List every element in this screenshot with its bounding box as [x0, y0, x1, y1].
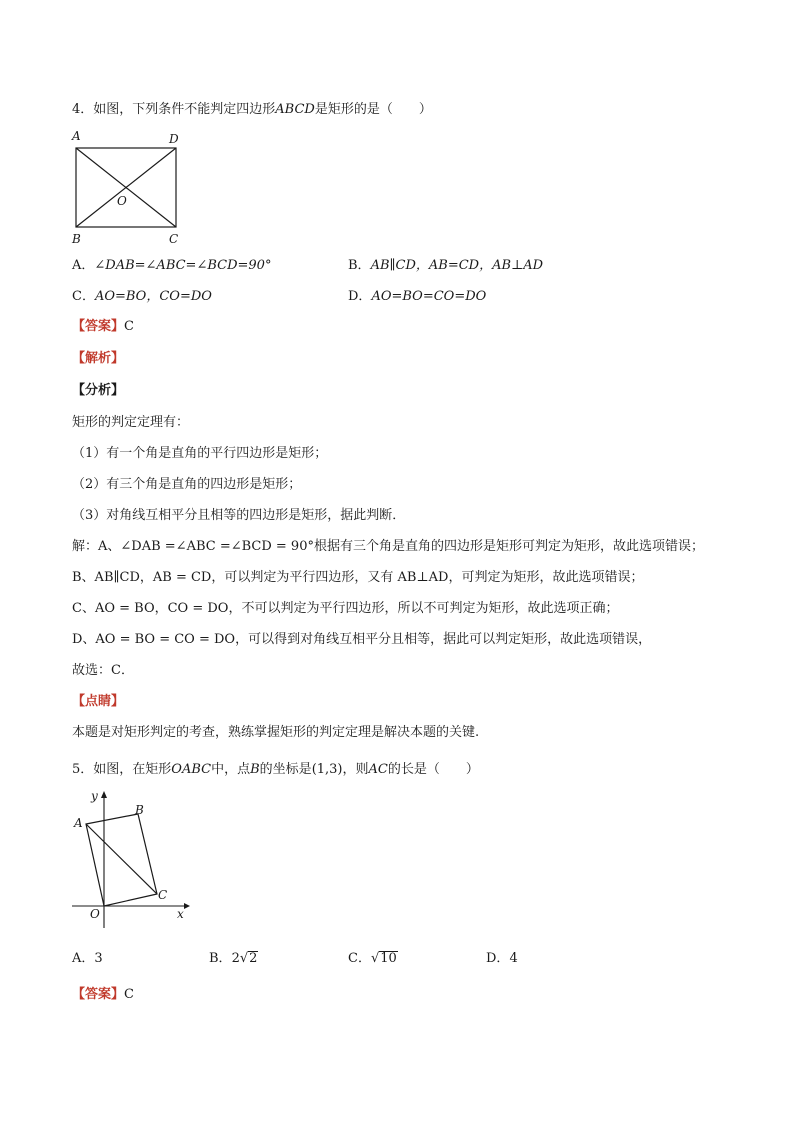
q5-stem	[72, 761, 479, 779]
analysis-tag: 【解析】	[72, 351, 125, 366]
option-a-label: A．	[72, 258, 95, 273]
option-d-text: 4	[509, 951, 518, 966]
q5-coord: (1,3)	[311, 762, 343, 777]
sqrt-icon: √	[239, 951, 249, 966]
vertex-label-c: C	[158, 888, 168, 902]
dianjing-tag: 【点睛】	[72, 694, 125, 709]
q5-shape: OABC	[171, 762, 212, 777]
vertex-label-b: B	[72, 232, 81, 246]
option-c-label: C．	[348, 951, 371, 966]
option-d-label: D．	[486, 951, 510, 966]
q4-answer	[72, 318, 134, 336]
q4-shape: ABCD	[275, 102, 315, 117]
center-label-o: O	[117, 194, 127, 208]
vertex-label-d: D	[169, 132, 179, 146]
q5-option-d[interactable]	[486, 950, 518, 968]
theorem-3: （3）对角线互相平分且相等的四边形是矩形，据此判断．	[72, 508, 406, 523]
vertex-label-a: A	[72, 129, 81, 143]
vertex-label-c: C	[169, 232, 179, 246]
theorem-1: （1）有一个角是直角的平行四边形是矩形；	[72, 446, 328, 461]
fenxi-tag: 【分析】	[72, 383, 125, 398]
q5-option-a[interactable]	[72, 950, 103, 968]
q4-text-pre: 如图，下列条件不能判定四边形	[93, 102, 276, 117]
q4-figure-rectangle	[60, 128, 200, 250]
dianjing-text: 本题是对矩形判定的考查，熟练掌握矩形的判定定理是解决本题的关键.	[72, 725, 480, 740]
q5-figure-coordinate-rectangle	[66, 788, 196, 938]
vertex-label-b: B	[135, 803, 144, 817]
option-c-label: C．	[72, 289, 95, 304]
option-b-radicand: 2	[249, 951, 258, 966]
q5-option-c[interactable]	[348, 950, 398, 968]
q4-option-a[interactable]	[72, 257, 271, 275]
q4-analysis-tag	[72, 350, 124, 368]
answer-value: C	[124, 987, 134, 1002]
q4-dianjing-tag	[72, 693, 124, 711]
q4-text-post: 是矩形的是（ ）	[314, 102, 432, 117]
axis-label-x: x	[177, 907, 184, 921]
option-b-label: B．	[348, 258, 371, 273]
answer-value: C	[124, 319, 134, 334]
q5-point: B	[250, 762, 260, 777]
option-a-text: ∠DAB=∠ABC=∠BCD=90°	[94, 258, 272, 273]
solution-c: C、AO = BO，CO = DO，不可以判定为平行四边形，所以不可判定为矩形，故此选项正确；	[72, 601, 619, 616]
q5-text-3: 的坐标是	[259, 762, 312, 777]
rectangle-oabc	[86, 814, 157, 906]
axis-label-y: y	[91, 789, 98, 803]
option-d-label: D．	[348, 289, 372, 304]
solution-d: D、AO = BO = CO = DO，可以得到对角线互相平分且相等，据此可以判定矩形，故此选项错误，	[72, 632, 652, 647]
theorem-intro: 矩形的判定定理有：	[72, 415, 190, 430]
solution-end: 故选：C．	[72, 663, 134, 678]
q4-number: 4．	[72, 102, 94, 117]
solution-a: 解：A、∠DAB =∠ABC =∠BCD = 90°根据有三个角是直角的四边形是矩形可判定为矩形，故此选项错误；	[72, 539, 704, 554]
x-axis-arrow-icon	[184, 903, 190, 909]
answer-tag: 【答案】	[72, 987, 125, 1002]
q4-option-b[interactable]	[348, 257, 543, 275]
solution-b: B、AB∥CD，AB = CD，可以判定为平行四边形，又有 AB⊥AD，可判定为矩形，故此选项错误；	[72, 570, 644, 585]
origin-label-o: O	[90, 907, 100, 921]
q4-stem	[72, 101, 432, 119]
option-a-text: 3	[94, 951, 103, 966]
option-a-label: A．	[72, 951, 95, 966]
diagonal-ac	[86, 824, 157, 894]
q4-fenxi-tag	[72, 382, 124, 400]
vertex-label-a: A	[74, 816, 83, 830]
q5-answer	[72, 986, 134, 1004]
q5-text-4: ，则	[342, 762, 369, 777]
q5-number: 5．	[72, 762, 94, 777]
q5-text-2: 中，点	[211, 762, 251, 777]
option-c-radicand: 10	[380, 951, 397, 966]
option-d-text: AO=BO=CO=DO	[371, 289, 487, 304]
answer-tag: 【答案】	[72, 319, 125, 334]
option-b-coef: 2	[231, 951, 240, 966]
q5-text-5: 的长是（ ）	[387, 762, 479, 777]
q5-segment: AC	[368, 762, 388, 777]
y-axis-arrow-icon	[101, 791, 107, 798]
option-c-text: AO=BO，CO=DO	[94, 289, 212, 304]
option-b-label: B．	[209, 951, 232, 966]
sqrt-icon: √	[370, 951, 380, 966]
q5-text-1: 如图，在矩形	[93, 762, 172, 777]
option-b-text: AB∥CD，AB=CD，AB⊥AD	[370, 258, 544, 273]
q4-option-c[interactable]	[72, 288, 212, 306]
q5-option-b[interactable]	[209, 950, 258, 968]
q4-option-d[interactable]	[348, 288, 486, 306]
theorem-2: （2）有三个角是直角的四边形是矩形；	[72, 477, 302, 492]
